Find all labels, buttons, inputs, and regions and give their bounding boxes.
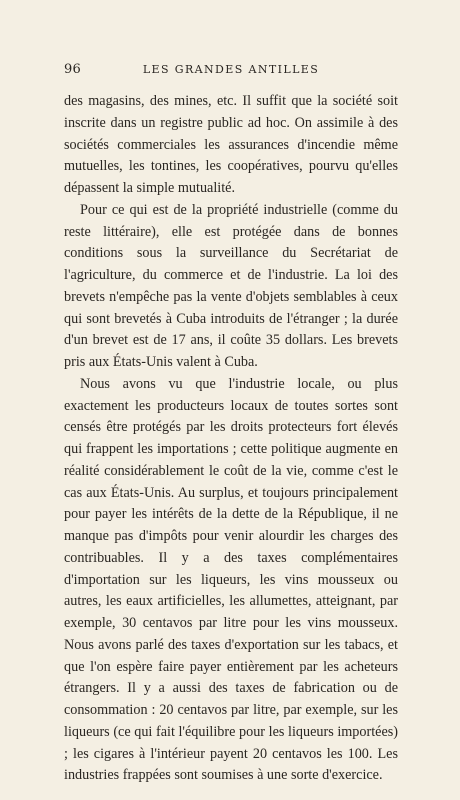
paragraph-3: Nous avons vu que l'industrie locale, ou plus exactement les producteurs locaux de toutes sortes sont censés être protégés par les droits protecteurs fort élevés qui frappent les importations ; cette politique augmente en réalité considérablement le coût de la vie, comme c'est le cas aux États-Unis. Au surplus, et toujours principalement pour payer les intérêts de la dette de la République, il ne manque pas d'impôts pour venir alourdir les charges des contribuables. Il y a des taxes complémentaires d'importation sur les liqueurs, les vins mousseux ou autres, les eaux artificielles, les allumettes, atteignant, par exemple, 30 centavos par litre pour les vins mousseux. Nous avons parlé des taxes d'exportation sur les tabacs, et que l'on espère faire payer entièrement par les acheteurs étrangers. Il y a aussi des taxes de fabrication ou de consommation : 20 centavos par litre, par exemple, sur les liqueurs (ce qui fait l'équilibre pour les liqueurs importées) ; les cigares à l'intérieur payent 20 centavos les 100. Les industries frappées sont soumises à une sorte d'exercice. bbox=[64, 375, 398, 784]
page-header bbox=[64, 62, 398, 82]
paragraph-1: des magasins, des mines, etc. Il suffit que la société soit inscrite dans un registre public ad hoc. On assimile à des sociétés commerciales les assurances d'incendie même mutuelles, les tontines, les coopératives, pourvu qu'elles dépassent la simple mutualité. bbox=[64, 93, 398, 196]
paragraph-2: Pour ce qui est de la propriété industrielle (comme du reste littéraire), elle est protégée dans de bonnes conditions sous la surveillance du Secrétariat de l'agriculture, du commerce et de l'industrie. La loi des brevets n'empêche pas la vente d'objets semblables à ceux qui sont brevetés à Cuba introduits de l'étranger ; la durée d'un brevet est de 17 ans, il coûte 35 dollars. Les brevets pris aux États-Unis valent à Cuba. bbox=[64, 201, 398, 370]
running-title: LES GRANDES ANTILLES bbox=[142, 63, 320, 76]
page-number: 96 bbox=[64, 62, 81, 77]
body-text bbox=[64, 91, 398, 787]
